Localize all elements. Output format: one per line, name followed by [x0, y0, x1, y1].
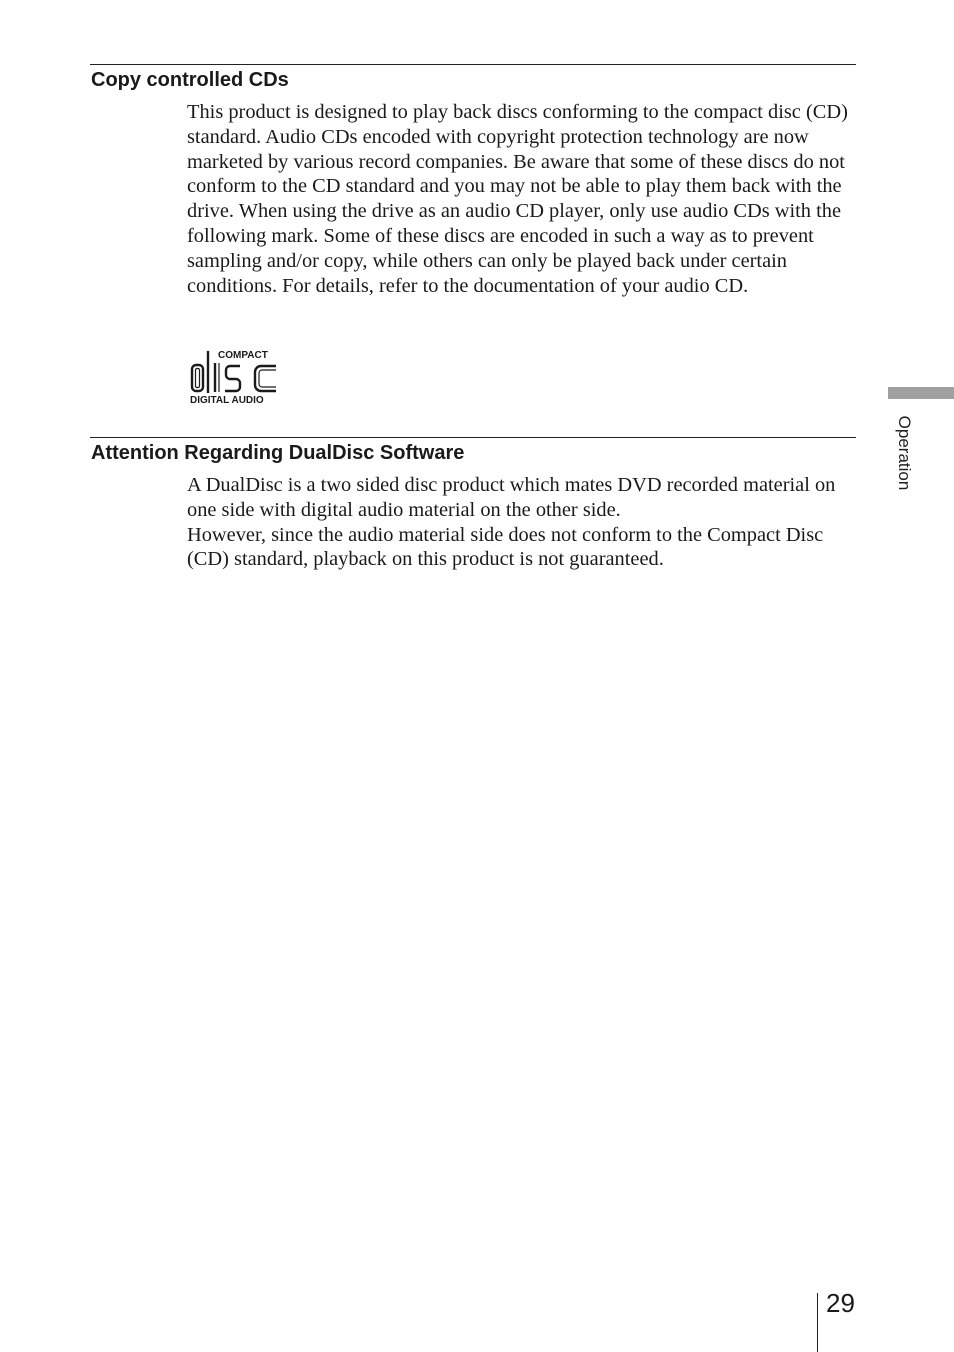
section-rule-copy-controlled: [90, 64, 856, 65]
compact-disc-digital-audio-logo: [188, 348, 282, 406]
page-number-divider: [817, 1293, 818, 1352]
section-rule-dualdisc: [90, 437, 856, 438]
paragraph: A DualDisc is a two sided disc product which mates DVD recorded material on one side with digital audio material on the other side.: [187, 474, 836, 521]
side-tab-bar: [888, 387, 954, 399]
side-tab-label: Operation: [895, 415, 914, 491]
logo-main-text: disc: [235, 378, 237, 379]
section-body-dualdisc: [187, 473, 859, 572]
logo-top-text: COMPACT: [218, 350, 268, 361]
section-body-copy-controlled-cds: [187, 100, 859, 298]
section-heading-dualdisc: Attention Regarding DualDisc Software: [91, 442, 465, 464]
page-number: 29: [826, 1288, 855, 1318]
paragraph: However, since the audio material side does not conform to the Compact Disc (CD) standard, playback on this product is not guaranteed.: [187, 523, 824, 571]
paragraph: This product is designed to play back discs conforming to the compact disc (CD) standard. Audio CDs encoded with copyright protection technology are now marketed by various record companies. Be aware that some of these discs do not conform to the CD standard and you may not be able to play them back with the drive. When using the drive as an audio CD player, only use audio CDs with the following mark. Some of these discs are encoded in such a way as to prevent sampling and/or copy, while others can only be played back under certain conditions. For details, refer to the documentation of your audio CD.: [187, 101, 848, 297]
section-heading-copy-controlled-cds: Copy controlled CDs: [91, 69, 289, 91]
logo-bottom-text: DIGITAL AUDIO: [190, 395, 264, 406]
